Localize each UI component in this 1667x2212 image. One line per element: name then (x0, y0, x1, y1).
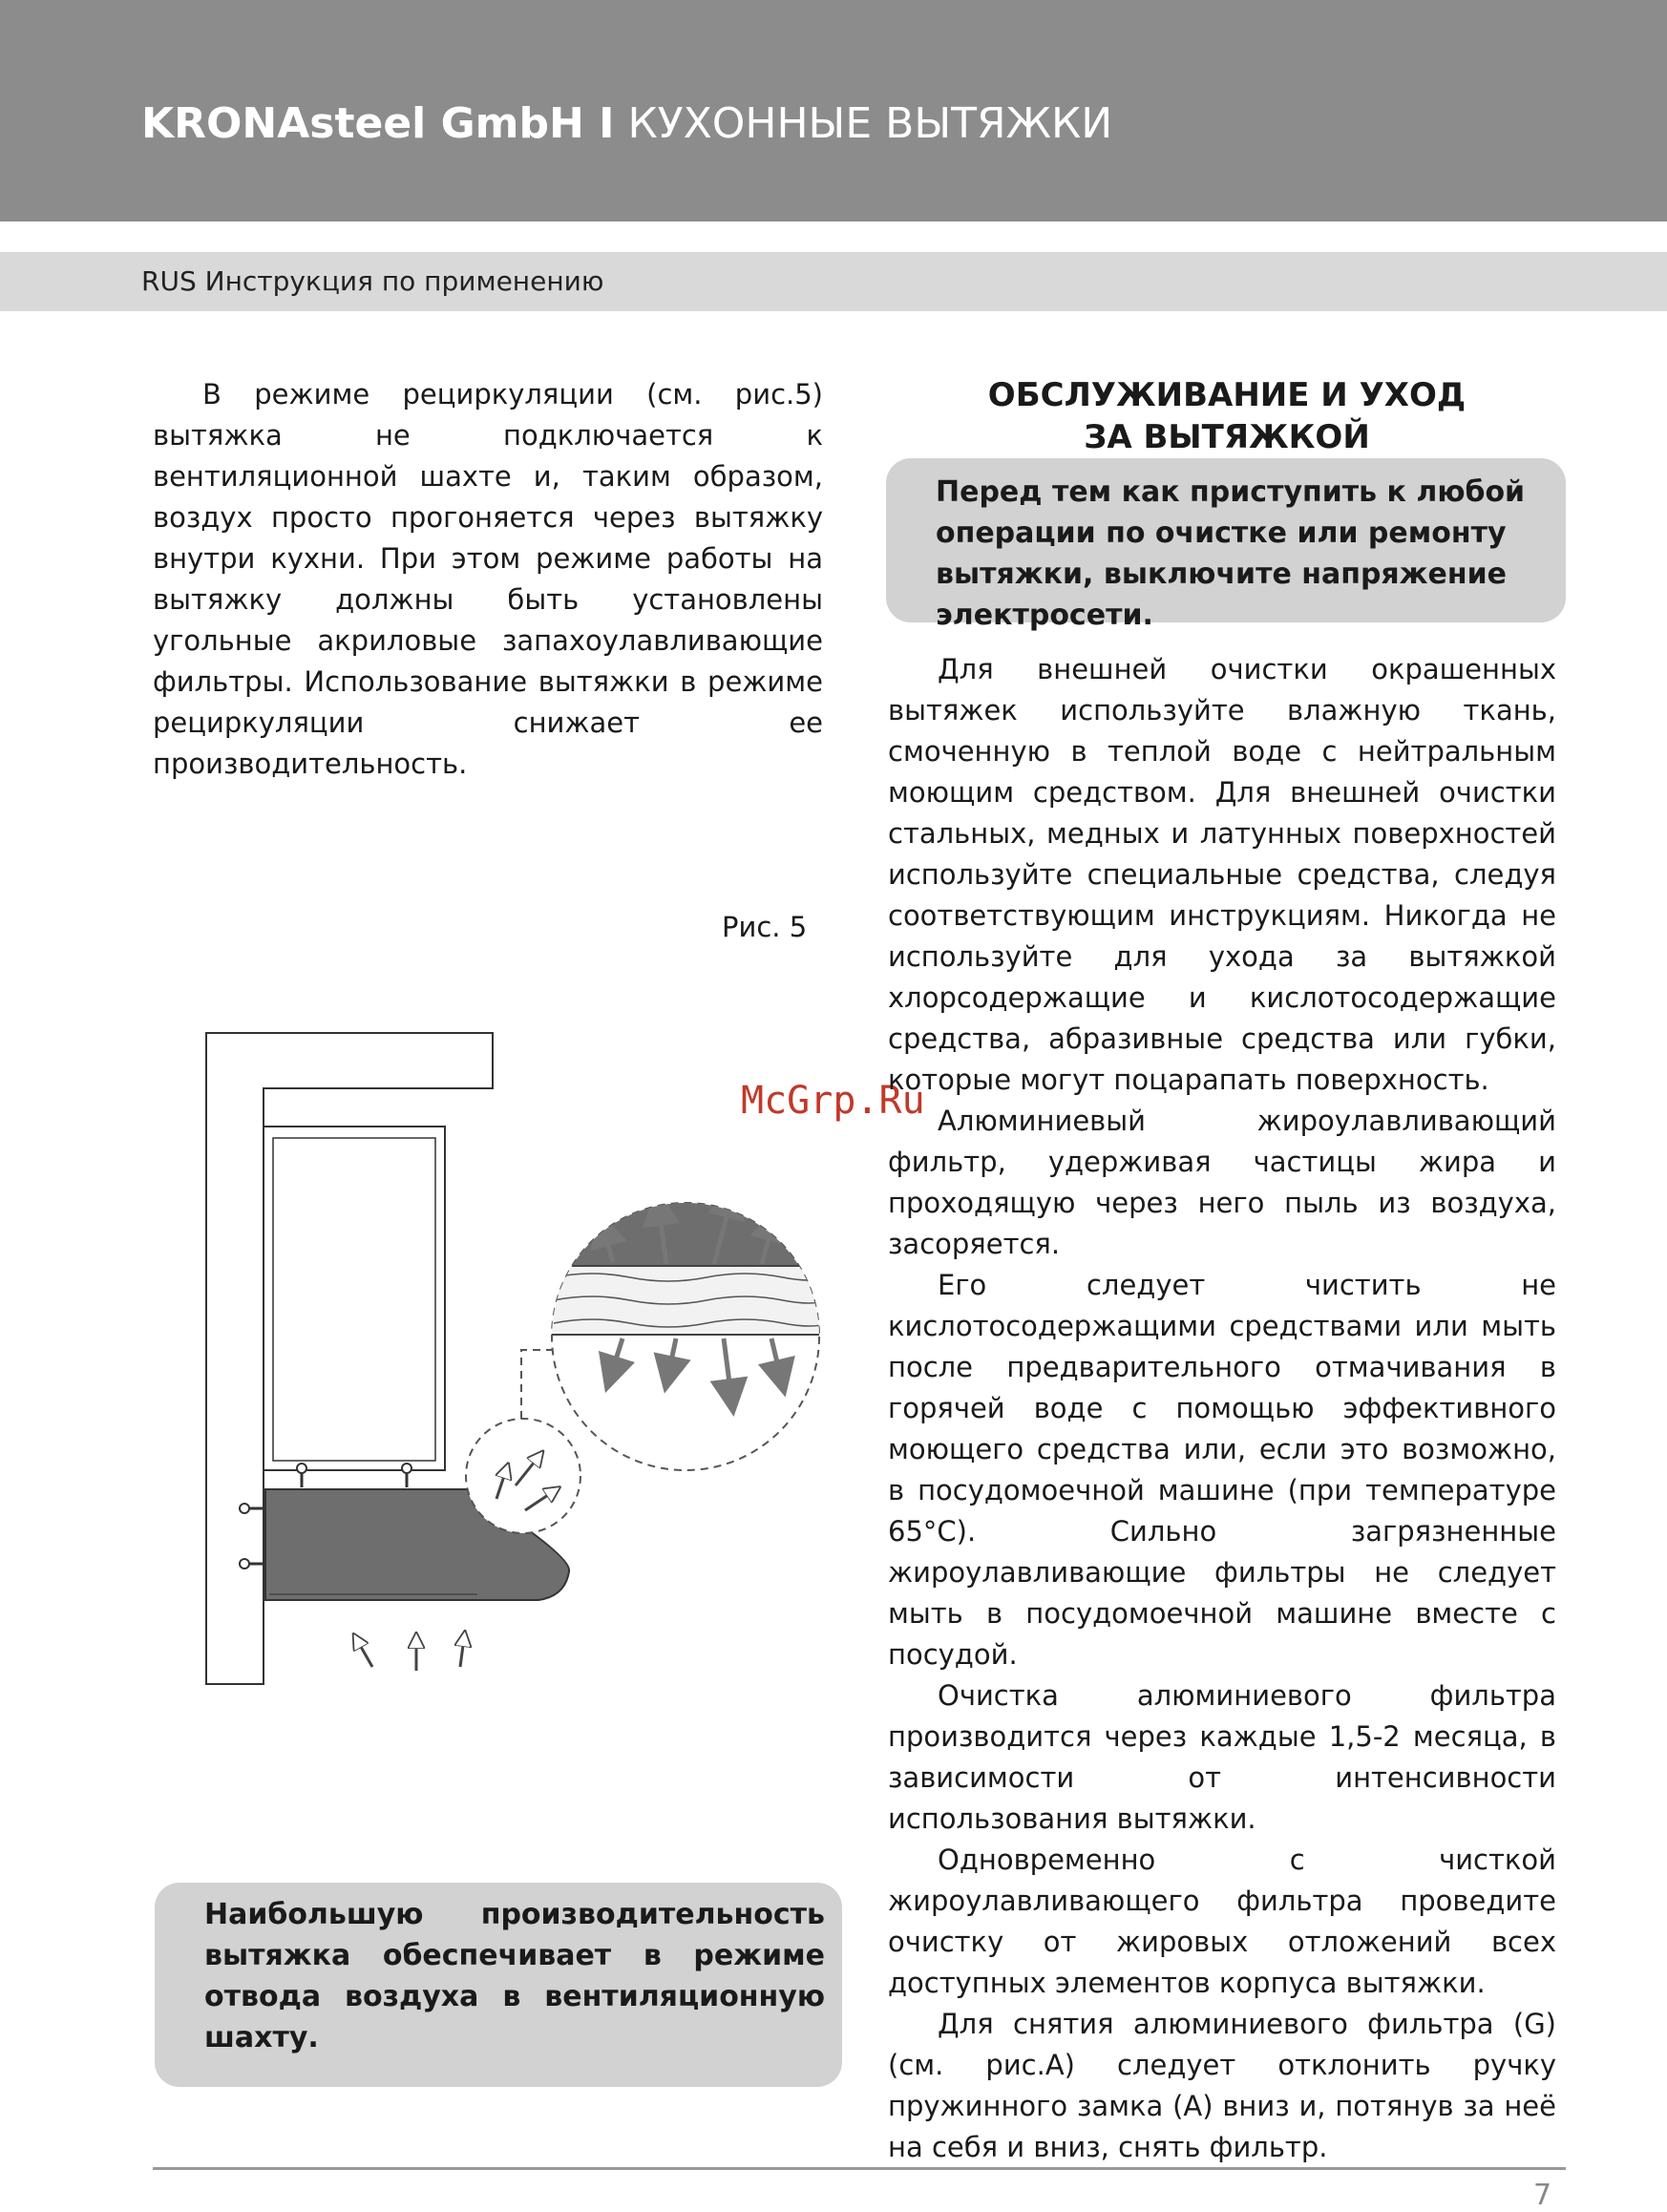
brand-name: KRONAsteel GmbH I (141, 99, 615, 148)
section-title-line1: ОБСЛУЖИВАНИЕ И УХОД (987, 376, 1467, 414)
header-title (141, 99, 1112, 148)
figure-label: Рис. 5 (722, 911, 808, 943)
left-column (153, 374, 823, 785)
paragraph-filter-removal: Для снятия алюминиевого фильтра (G) (см. рис.А) следует отклонить ручку пружинного замка (А) вниз и, потянув за неё на себя и вниз, снять фильтр. (888, 2008, 1556, 2163)
section-title (888, 374, 1566, 458)
paragraph-body-cleaning: Одновременно с чисткой жироулавливающего фильтра проведите очистку от жировых отложений всех доступных элементов корпуса вытяжки. (888, 1843, 1556, 1999)
section-name: КУХОННЫЕ ВЫТЯЖКИ (627, 99, 1113, 148)
paragraph-filter-washing: Его следует чистить не кислотосодержащими средствами или мыть после предварительного отмачивания в горячей воде с помощью эффективного моющего средства или, если это возможно, в посудомоечной машине (при температуре 65°С). Сильно загрязненные жироулавливающие фильтры не следует мыть в посудомоечной машине вместе с посудой. (888, 1269, 1556, 1671)
warning-text: Перед тем как приступить к любой операции по очистке или ремонту вытяжки, выключите напряжение электросети. (936, 475, 1526, 632)
paragraph-cleaning-interval: Очистка алюминиевого фильтра производится через каждые 1,5-2 месяца, в зависимости от интенсивности использования вытяжки. (888, 1679, 1556, 1835)
paragraph-filter-intro: Алюминиевый жироулавливающий фильтр, удерживая частицы жира и проходящую через него пыль из воздуха, засоряется. (888, 1105, 1556, 1260)
subheader-text: RUS Инструкция по применению (141, 265, 604, 297)
section-title-line2: ЗА ВЫТЯЖКОЙ (1084, 418, 1370, 456)
paragraph-exterior-cleaning: Для внешней очистки окрашенных вытяжек используйте влажную ткань, смоченную в теплой воде с нейтральным моющим средством. Для внешней очистки стальных, медных и латунных поверхностей используйте специальные средства, следуя соответствующим инструкциям. Никогда не используйте для ухода за вытяжкой хлорсодержащие и кислотосодержащие средства, абразивные средства или губки, которые могут поцарапать поверхность. (888, 653, 1556, 1096)
figure-5-diagram (191, 1022, 840, 1709)
watermark: McGrp.Ru (741, 1079, 925, 1123)
wall-cabinet (264, 1127, 445, 1470)
right-column (888, 649, 1556, 2168)
footer-divider (153, 2167, 1566, 2170)
note-text: Наибольшую производительность вытяжка обеспечивает в режиме отвода воздуха в вентиляционную шахту. (204, 1898, 825, 2054)
page-number: 7 (1533, 2179, 1552, 2212)
recirculation-paragraph: В режиме рециркуляции (см. рис.5) вытяжка не подключается к вентиляционной шахте и, таким образом, воздух просто прогоняется через вытяжку внутри кухни. При этом режиме работы на вытяжку должны быть установлены угольные акриловые запахоулавливающие фильтры. Использование вытяжки в режиме рециркуляции снижает ее производительность. (153, 378, 823, 780)
